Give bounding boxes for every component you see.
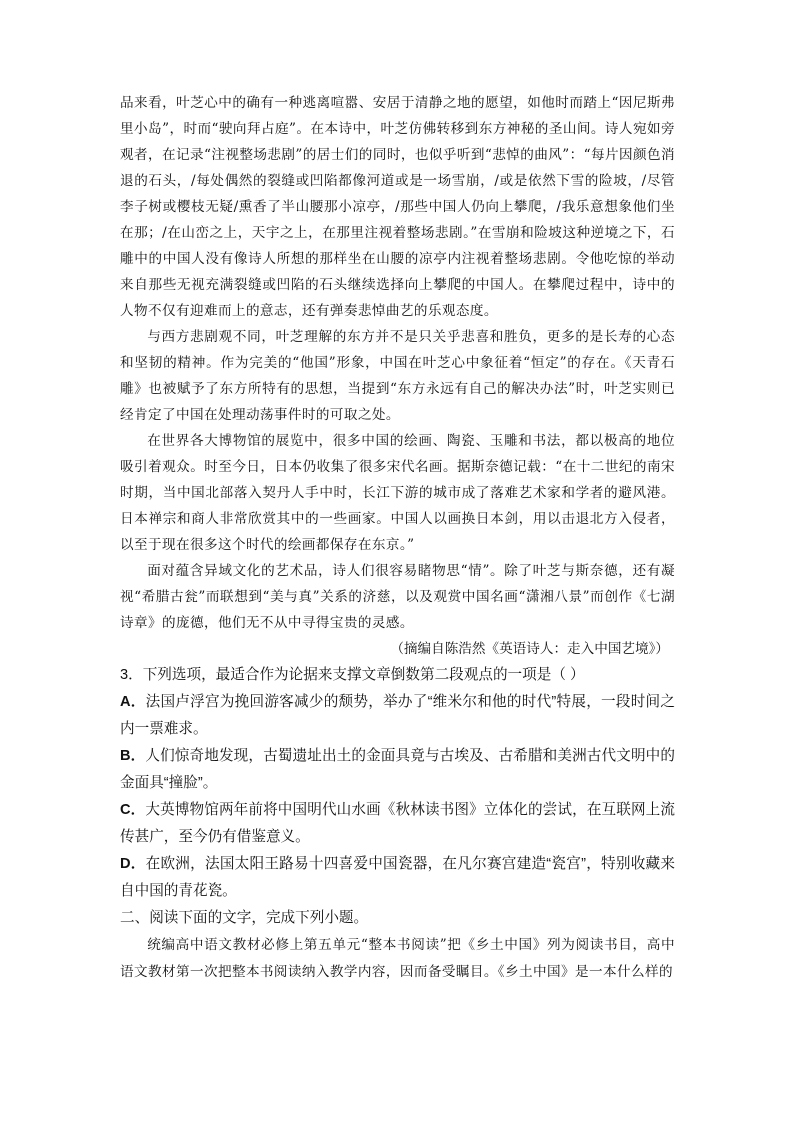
option-text: 在欧洲，法国太阳王路易十四喜爱中国瓷器，在凡尔赛宫建造“瓷宫”，特别收藏来自中国的青花瓷。 — [120, 856, 675, 899]
option-b — [120, 743, 675, 797]
passage-paragraph: 与西方悲剧观不同，叶芝理解的东方并不是只关乎悲喜和胜负，更多的是长寿的心态和坚韧的精神。作为完美的“他国”形象，中国在叶芝心中象征着“恒定”的存在。《天青石雕》也被赋予了东方所特有的思想，当提到“东方永远有自己的解决办法”时，叶芝实则已经肯定了中国在处理动荡事件时的可取之处。 — [120, 329, 675, 423]
option-a — [120, 689, 675, 743]
option-letter: B． — [120, 748, 146, 764]
option-letter: D． — [120, 856, 146, 872]
section-two-title: 二、阅读下面的文字，完成下列小题。 — [120, 910, 369, 926]
document-page — [120, 90, 675, 986]
passage-paragraph: 统编高中语文教材必修上第五单元“整本书阅读”把《乡土中国》列为阅读书目，高中语文教材第一次把整本书阅读纳入教学内容，因而备受瞩目。《乡土中国》是一本什么样的 — [120, 937, 675, 980]
option-text: 人们惊奇地发现，古蜀遗址出土的金面具竟与古埃及、古希腊和美洲古代文明中的金面具“撞脸”。 — [120, 748, 675, 791]
passage-one — [120, 90, 675, 636]
option-c — [120, 797, 675, 851]
passage-source: （摘编自陈浩然《英语诗人：走入中国艺境》） — [390, 641, 669, 657]
option-letter: C． — [120, 802, 146, 818]
passage-two — [120, 932, 675, 986]
option-text: 法国卢浮宫为挽回游客减少的颓势，举办了“维米尔和他的时代”特展，一段时间之内一票难求。 — [120, 694, 675, 737]
question-stem: 3．下列选项，最适合作为论据来支撑文章倒数第二段观点的一项是（ ） — [120, 667, 585, 683]
passage-paragraph: 在世界各大博物馆的展览中，很多中国的绘画、陶瓷、玉雕和书法，都以极高的地位吸引着观众。时至今日，日本仍收集了很多宋代名画。据斯奈德记载：“在十二世纪的南宋时期，当中国北部落入契丹人手中时，长江下游的城市成了落难艺术家和学者的避风港。日本禅宗和商人非常欣赏其中的一些画家。中国人以画换日本剑，用以击退北方入侵者，以至于现在很多这个时代的绘画都保存在东京。” — [120, 433, 675, 553]
option-d — [120, 851, 675, 905]
option-text: 大英博物馆两年前将中国明代山水画《秋林读书图》立体化的尝试，在互联网上流传甚广，至今仍有借鉴意义。 — [120, 802, 675, 845]
passage-paragraph: 面对蕴含异域文化的艺术品，诗人们很容易睹物思“情”。除了叶芝与斯奈德，还有凝视“希腊古瓮”而联想到“美与真”关系的济慈，以及观赏中国名画“潇湘八景”而创作《七湖诗章》的庞德，他们无不从中寻得宝贵的灵感。 — [120, 563, 675, 631]
passage-paragraph: 品来看，叶芝心中的确有一种逃离喧嚣、安居于清静之地的愿望，如他时而踏上“因尼斯弗里小岛”，时而“驶向拜占庭”。在本诗中，叶芝仿佛转移到东方神秘的圣山间。诗人宛如旁观者，在记录“注视整场悲剧”的居士们的同时，也似乎听到“悲悼的曲风”：“每片因颜色消退的石头，/每处偶然的裂缝或凹陷都像河道或是一场雪崩，/或是依然下雪的险坡，/尽管李子树或樱枝无疑/熏香了半山腰那小凉亭，/那些中国人仍向上攀爬，/我乐意想象他们坐在那；/在山峦之上，天宇之上，在那里注视着整场悲剧。”在雪崩和险坡这种逆境之下，石雕中的中国人没有像诗人所想的那样坐在山腰的凉亭内注视着整场悲剧。令他吃惊的举动来自那些无视充满裂缝或凹陷的石头继续选择向上攀爬的中国人。在攀爬过程中，诗中的人物不仅有迎难而上的意志，还有弹奏悲悼曲艺的乐观态度。 — [120, 95, 675, 319]
option-letter: A． — [120, 694, 146, 710]
question-3 — [120, 662, 675, 905]
